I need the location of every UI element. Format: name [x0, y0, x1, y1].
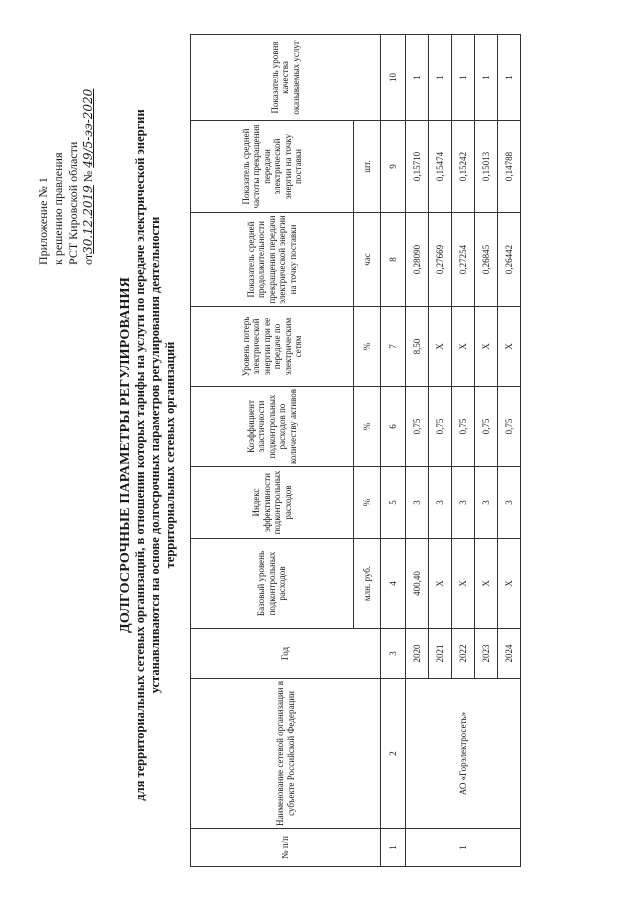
frequency-cell: 0,14788	[498, 121, 521, 213]
base-cell: Х	[452, 539, 475, 629]
title-line4: территориальных сетевых организаций	[163, 341, 177, 569]
date-prefix: от	[81, 253, 95, 265]
coef-cell: 0,75	[452, 387, 475, 467]
header-cell: Наименование сетевой организации в субъекте Российской Федерации	[191, 679, 381, 829]
index-cell: 3	[498, 467, 521, 539]
duration-cell: 0,26442	[498, 213, 521, 307]
duration-cell: 0,27669	[429, 213, 452, 307]
quality-cell: 1	[429, 35, 452, 121]
appendix-number: Приложение № 1	[36, 177, 50, 265]
index-cell: 3	[452, 467, 475, 539]
table-row	[406, 35, 429, 867]
col-number-cell: 10	[381, 35, 406, 121]
base-cell: Х	[475, 539, 498, 629]
row-number-cell: 1	[406, 829, 521, 867]
header-cell: № п/п	[191, 829, 381, 867]
header-row	[191, 35, 354, 867]
number-prefix: №	[81, 170, 95, 183]
col-number-cell: 3	[381, 629, 406, 679]
title-main: ДОЛГОСРОЧНЫЕ ПАРАМЕТРЫ РЕГУЛИРОВАНИЯ	[118, 277, 133, 633]
header-cell: Показатель средней продолжительности прекращения передачи электрической энергии на точку поставки	[191, 213, 354, 307]
unit-cell: %	[354, 387, 381, 467]
loss-cell: Х	[498, 307, 521, 387]
rotated-content	[30, 35, 610, 875]
year-cell: 2022	[452, 629, 475, 679]
col-number-cell: 1	[381, 829, 406, 867]
appendix-date-line	[81, 35, 96, 265]
document-title	[118, 75, 178, 835]
loss-cell: Х	[475, 307, 498, 387]
frequency-cell: 0,15242	[452, 121, 475, 213]
header-cell: Индекс эффективности подконтрольных расходов	[191, 467, 354, 539]
quality-cell: 1	[406, 35, 429, 121]
quality-cell: 1	[475, 35, 498, 121]
frequency-cell: 0,15013	[475, 121, 498, 213]
title-line3: устанавливаются на основе долгосрочных параметров регулирования деятельности	[148, 216, 162, 694]
col-number-cell: 5	[381, 467, 406, 539]
unit-cell: час	[354, 213, 381, 307]
unit-cell: млн. руб.	[354, 539, 381, 629]
loss-cell: Х	[452, 307, 475, 387]
base-cell: 400,40	[406, 539, 429, 629]
year-cell: 2023	[475, 629, 498, 679]
unit-cell: шт.	[354, 121, 381, 213]
header-cell: Базовый уровень подконтрольных расходов	[191, 539, 354, 629]
quality-cell: 1	[498, 35, 521, 121]
column-number-row	[381, 35, 406, 867]
duration-cell: 0,26845	[475, 213, 498, 307]
coef-cell: 0,75	[498, 387, 521, 467]
appendix-line1: к решению правления	[51, 152, 65, 265]
header-cell: Уровень потерь электрической энергии при ее передаче по электрическим сетям	[191, 307, 354, 387]
unit-cell: %	[354, 307, 381, 387]
frequency-cell: 0,15710	[406, 121, 429, 213]
index-cell: 3	[475, 467, 498, 539]
header-cell: Показатель средней частоты прекращения передачи электрической энергии на точку поставки	[191, 121, 354, 213]
frequency-cell: 0,15474	[429, 121, 452, 213]
loss-cell: 8,50	[406, 307, 429, 387]
parameters-table	[190, 34, 521, 867]
handwritten-number: 49/5-ээ-2020	[81, 88, 95, 168]
duration-cell: 0,27254	[452, 213, 475, 307]
unit-cell: %	[354, 467, 381, 539]
header-cell: Коэффициент эластичности подконтрольных расходов по количеству активов	[191, 387, 354, 467]
col-number-cell: 9	[381, 121, 406, 213]
year-cell: 2024	[498, 629, 521, 679]
handwritten-date: 30.12.2019	[81, 185, 95, 254]
loss-cell: Х	[429, 307, 452, 387]
coef-cell: 0,75	[429, 387, 452, 467]
index-cell: 3	[406, 467, 429, 539]
coef-cell: 0,75	[475, 387, 498, 467]
index-cell: 3	[429, 467, 452, 539]
appendix-line2: РСТ Кировской области	[66, 141, 80, 265]
year-cell: 2021	[429, 629, 452, 679]
quality-cell: 1	[452, 35, 475, 121]
col-number-cell: 2	[381, 679, 406, 829]
duration-cell: 0,28090	[406, 213, 429, 307]
base-cell: Х	[429, 539, 452, 629]
col-number-cell: 8	[381, 213, 406, 307]
title-line2: для территориальных сетевых организаций, в отношении которых тарифы на услуги по передаче электрической энергии	[133, 109, 147, 801]
base-cell: Х	[498, 539, 521, 629]
coef-cell: 0,75	[406, 387, 429, 467]
col-number-cell: 6	[381, 387, 406, 467]
year-cell: 2020	[406, 629, 429, 679]
appendix-block	[36, 35, 96, 265]
org-name-cell: АО «Горэлектросеть»	[406, 679, 521, 829]
col-number-cell: 4	[381, 539, 406, 629]
header-cell: Показатель уровня качества оказываемых услуг	[191, 35, 381, 121]
header-cell: Год	[191, 629, 381, 679]
col-number-cell: 7	[381, 307, 406, 387]
